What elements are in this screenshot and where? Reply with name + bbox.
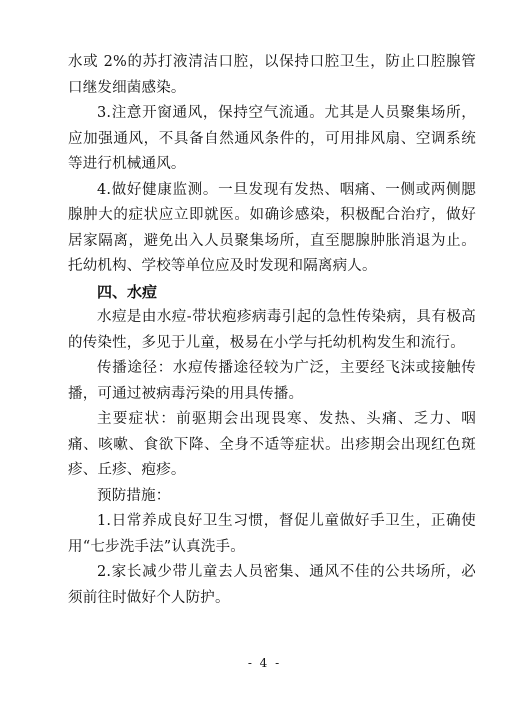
paragraph-hand-hygiene: 1.日常养成良好卫生习惯，督促儿童做好手卫生，正确使用“七步洗手法”认真洗手。 [68,513,476,555]
paragraph-transmission: 传播途径：水痘传播途径较为广泛，主要经飞沫或接触传播，可通过被病毒污染的用具传播。 [68,360,476,402]
paragraph-symptoms: 主要症状：前驱期会出现畏寒、发热、头痛、乏力、咽痛、咳嗽、食欲下降、全身不适等症状。出疹期会出现红色斑疹、丘疹、疱疹。 [68,411,476,478]
paragraph-chickenpox-intro: 水痘是由水痘-带状疱疹病毒引起的急性传染病，具有极高的传染性，多见于儿童，极易在小学与托幼机构发生和流行。 [68,309,476,351]
paragraph-oral-hygiene: 水或 2%的苏打液清洁口腔，以保持口腔卫生，防止口腔腺管口继发细菌感染。 [68,54,476,96]
section-heading-chickenpox: 四、水痘 [97,282,158,301]
page-number: - 4 - [247,656,282,670]
paragraph-ventilation: 3.注意开窗通风，保持空气流通。尤其是人员聚集场所，应加强通风，不具备自然通风条件的，可用排风扇、空调系统等进行机械通风。 [68,105,476,172]
paragraph-health-monitoring: 4.做好健康监测。一旦发现有发热、咽痛、一侧或两侧腮腺肿大的症状应立即就医。如确诊感染，积极配合治疗，做好居家隔离，避免出入人员聚集场所，直至腮腺肿胀消退为止。托幼机构、学校等单位应及时发现和隔离病人。 [68,181,476,274]
paragraph-prevention-label: 预防措施： [97,487,171,504]
paragraph-crowd-avoidance: 2.家长减少带儿童去人员密集、通风不佳的公共场所，必须前往时做好个人防护。 [68,564,476,606]
document-body [68,50,476,611]
